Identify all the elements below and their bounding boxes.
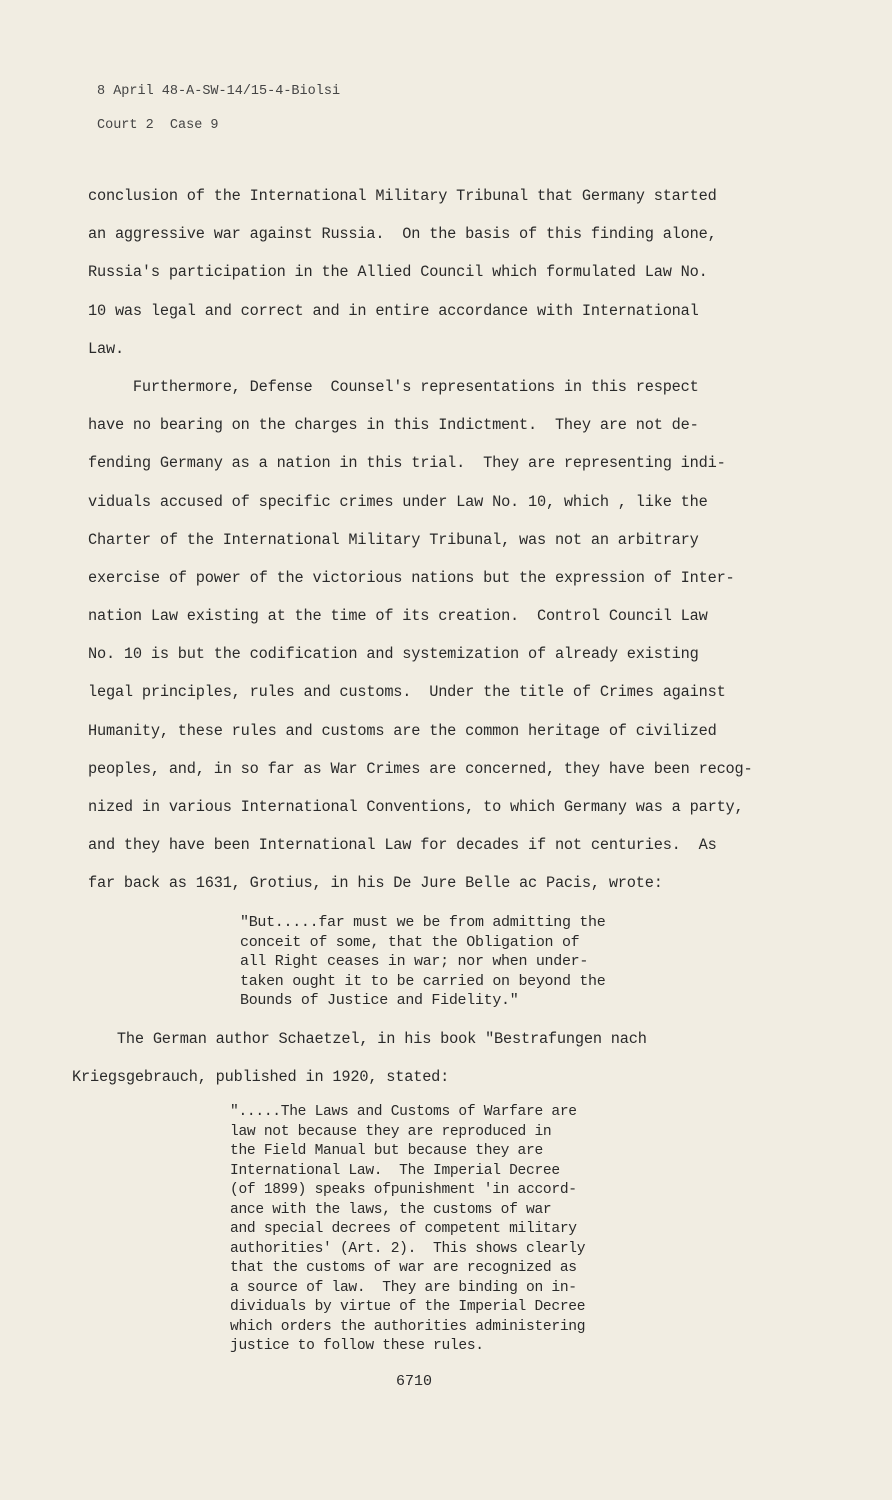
- schaetzel-paragraph: [72, 1025, 812, 1101]
- document-header: [97, 66, 340, 151]
- body-text: [88, 182, 808, 908]
- header-reference: 8 April 48-A-SW-14/15-4-Biolsi: [97, 84, 341, 99]
- text-line: justice to follow these rules.: [230, 1338, 484, 1354]
- text-line: viduals accused of specific crimes under Law No. 10, which , like the: [88, 492, 708, 511]
- text-line: (of 1899) speaks ofpunishment 'in accord-: [230, 1182, 577, 1198]
- text-line: Furthermore, Defense Counsel's representations in this respect: [88, 377, 699, 396]
- text-line: and they have been International Law for decades if not centuries. As: [88, 836, 717, 855]
- text-line: far back as 1631, Grotius, in his De Jure Belle ac Pacis, wrote:: [88, 874, 663, 893]
- text-line: dividuals by virtue of the Imperial Decree: [230, 1299, 586, 1315]
- text-line: Law.: [88, 339, 124, 358]
- text-line: the Field Manual but because they are: [230, 1143, 543, 1159]
- text-line: exercise of power of the victorious nations but the expression of Inter-: [88, 568, 735, 587]
- text-line: Bounds of Justice and Fidelity.": [240, 992, 519, 1010]
- text-line: peoples, and, in so far as War Crimes are concerned, they have been recog-: [88, 759, 753, 778]
- text-line: a source of law. They are binding on in-: [230, 1279, 577, 1296]
- text-line: 10 was legal and correct and in entire accordance with International: [88, 301, 699, 320]
- text-line: an aggressive war against Russia. On the basis of this finding alone,: [88, 225, 717, 244]
- text-line: have no bearing on the charges in this Indictment. They are not de-: [88, 416, 699, 435]
- text-line: legal principles, rules and customs. Under the title of Crimes against: [88, 683, 726, 702]
- text-line: authorities' (Art. 2). This shows clearly: [230, 1240, 586, 1257]
- header-court-case: Court 2 Case 9: [97, 118, 219, 133]
- text-line: nized in various International Conventions, to which Germany was a party,: [88, 798, 744, 816]
- text-line: taken ought it to be carried on beyond the: [240, 972, 606, 990]
- text-line: Kriegsgebrauch, published in 1920, stated:: [72, 1068, 450, 1087]
- text-line: law not because they are reproduced in: [230, 1123, 552, 1140]
- grotius-quote: [240, 913, 605, 1011]
- text-line: ".....The Laws and Customs of Warfare are: [230, 1104, 577, 1120]
- schaetzel-quote: [230, 1103, 585, 1357]
- text-line: "But.....far must we be from admitting the: [240, 914, 606, 931]
- text-line: fending Germany as a nation in this trial. They are representing indi-: [88, 454, 726, 473]
- text-line: Charter of the International Military Tribunal, was not an arbitrary: [88, 530, 699, 549]
- text-line: Russia's participation in the Allied Council which formulated Law No.: [88, 263, 708, 282]
- text-line: nation Law existing at the time of its creation. Control Council Law: [88, 607, 708, 626]
- text-line: which orders the authorities administering: [230, 1318, 586, 1335]
- text-line: No. 10 is but the codification and systemization of already existing: [88, 645, 699, 664]
- text-line: International Law. The Imperial Decree: [230, 1162, 560, 1179]
- page-number: 6710: [396, 1373, 433, 1390]
- text-line: Humanity, these rules and customs are the common heritage of civilized: [88, 721, 717, 740]
- text-line: The German author Schaetzel, in his book "Bestrafungen nach: [72, 1030, 647, 1048]
- text-line: and special decrees of competent military: [230, 1221, 577, 1237]
- text-line: conclusion of the International Military Tribunal that Germany started: [88, 187, 717, 205]
- text-line: that the customs of war are recognized as: [230, 1260, 577, 1276]
- text-line: all Right ceases in war; nor when under-: [240, 953, 589, 971]
- text-line: ance with the laws, the customs of war: [230, 1201, 552, 1218]
- text-line: conceit of some, that the Obligation of: [240, 933, 580, 951]
